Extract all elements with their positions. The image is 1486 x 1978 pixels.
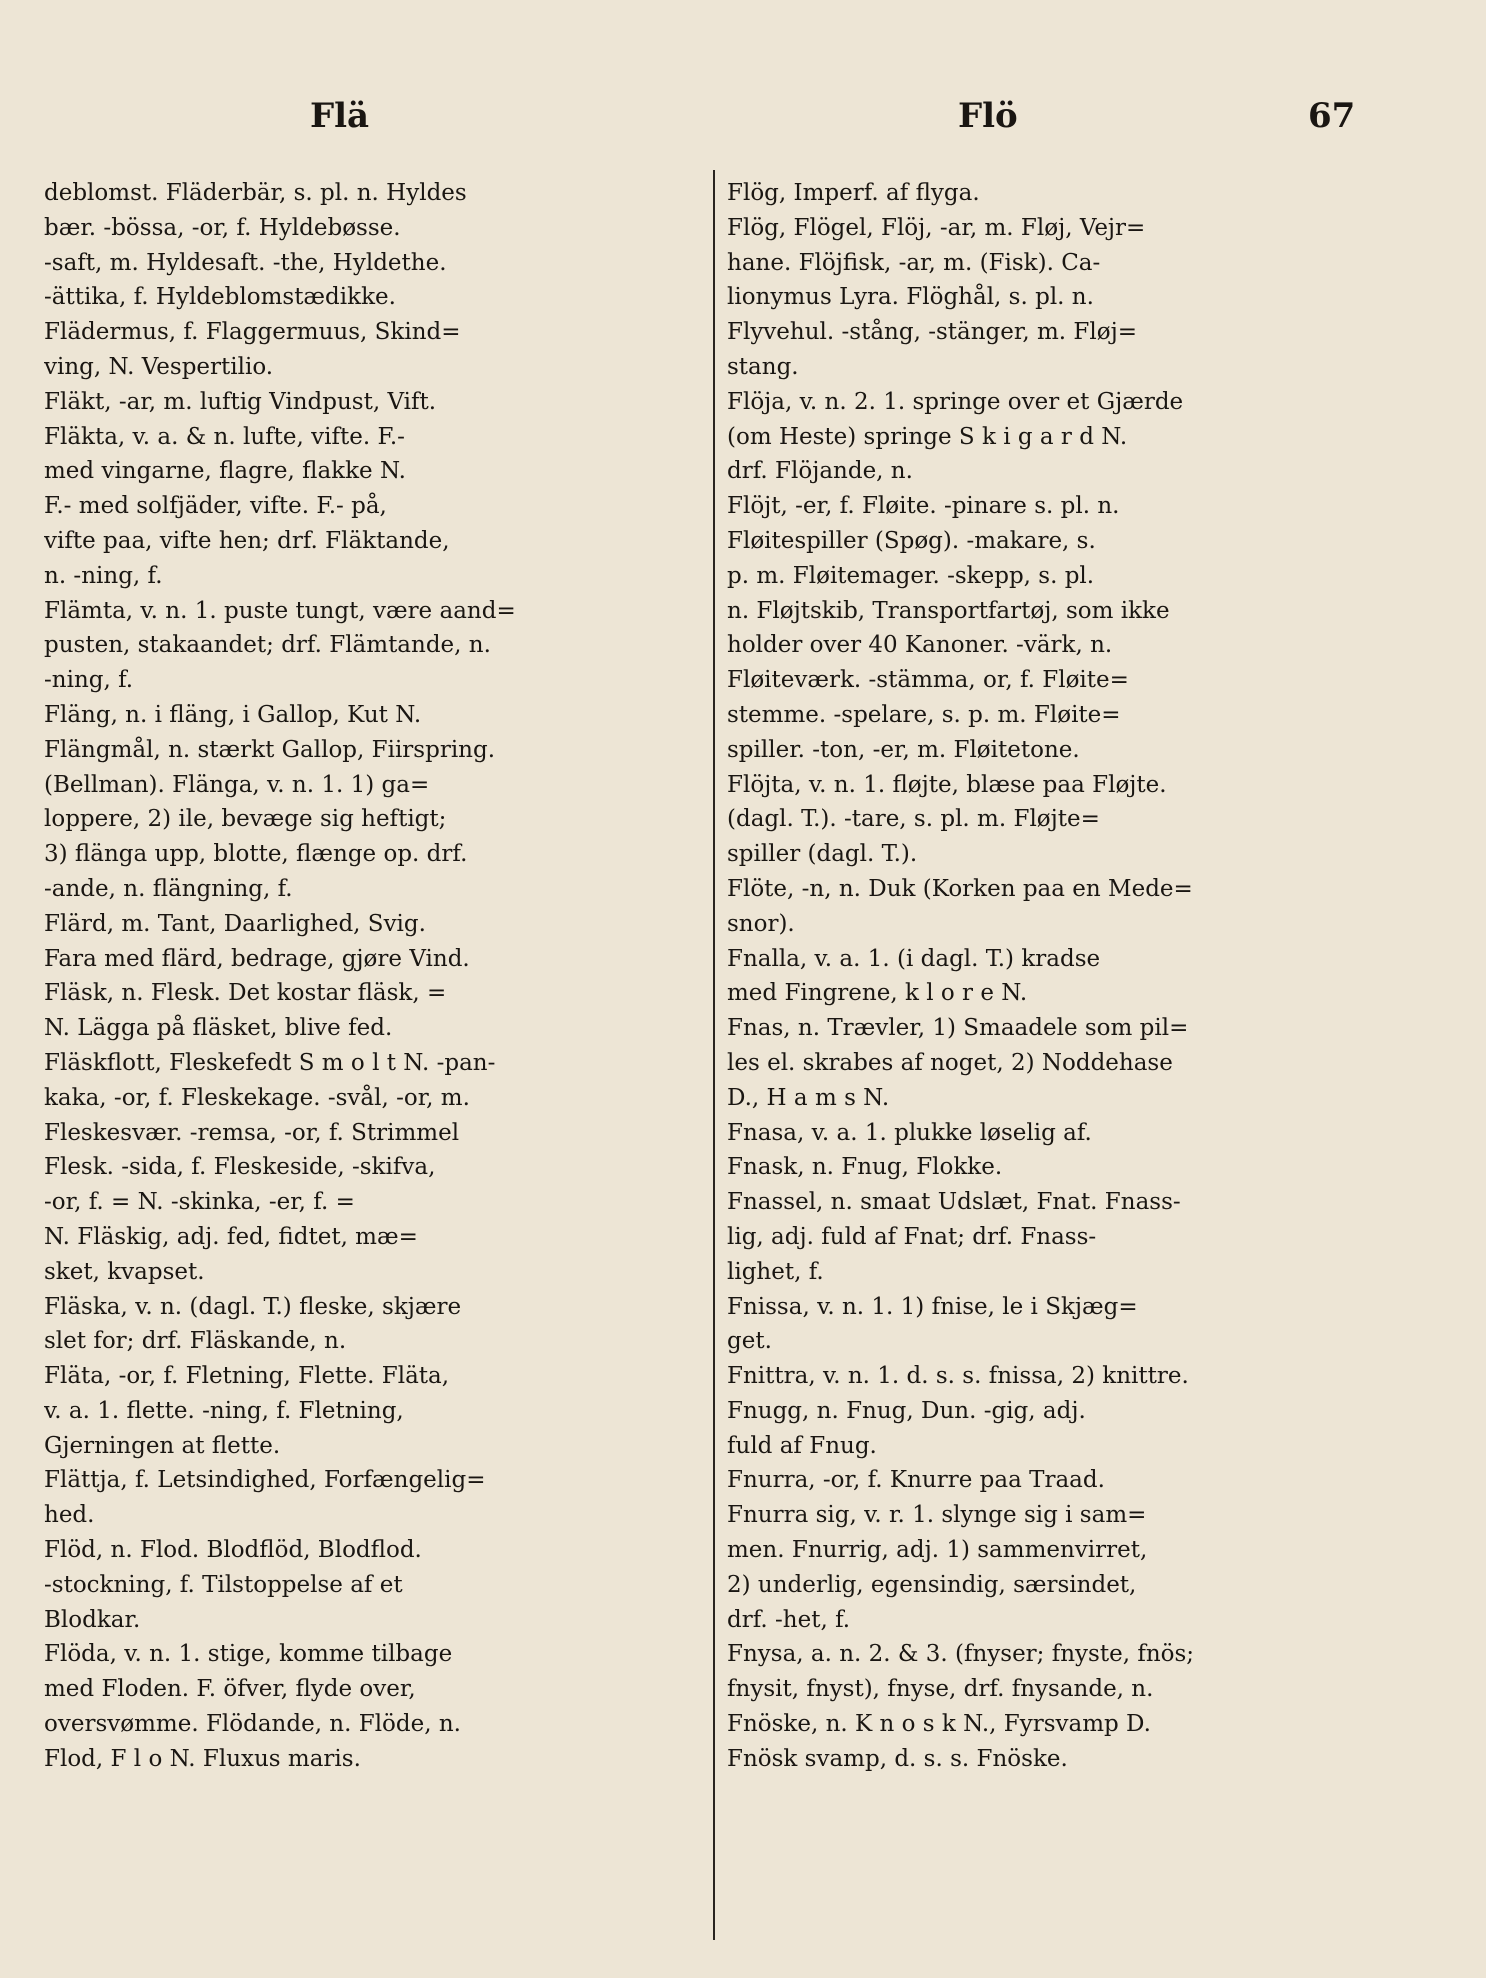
- entry-line: Fnask, n. Fnug, Flokke.: [727, 1154, 1003, 1181]
- entry-line: Fläsk, n. Flesk. Det kostar fläsk, =: [44, 980, 447, 1007]
- entry-line: Flög, Flögel, Flöj, -ar, m. Fløj, Vejr=: [727, 214, 1146, 241]
- entry-line: Flöjta, v. n. 1. fløjte, blæse paa Fløjte.: [727, 771, 1167, 798]
- entry-line: Flärd, m. Tant, Daarlighed, Svig.: [44, 910, 426, 937]
- column-divider: [713, 170, 715, 1940]
- entry-line: loppere, 2) ile, bevæge sig heftigt;: [44, 806, 447, 833]
- entry-line: hed.: [44, 1502, 95, 1529]
- right-column: [727, 176, 1377, 1777]
- entry-line: Fläska, v. n. (dagl. T.) fleske, skjære: [44, 1293, 462, 1320]
- entry-line: Flädermus, f. Flaggermuus, Skind=: [44, 319, 461, 346]
- left-guide-word: Flä: [310, 96, 370, 136]
- entry-line: Fläng, n. i fläng, i Gallop, Kut N.: [44, 701, 422, 728]
- entry-line: oversvømme. Flödande, n. Flöde, n.: [44, 1711, 461, 1738]
- entry-line: ving, N. Vespertilio.: [44, 353, 274, 380]
- entry-line: Fnurra, -or, f. Knurre paa Traad.: [727, 1467, 1105, 1494]
- entry-line: n. Fløjtskib, Transportfartøj, som ikke: [727, 597, 1170, 624]
- entry-line: Flög, Imperf. af flyga.: [727, 180, 980, 206]
- entry-line: Flängmål, n. stærkt Gallop, Fiirspring.: [44, 736, 496, 763]
- entry-line: lighet, f.: [727, 1258, 824, 1285]
- entry-line: Fløitespiller (Spøg). -makare, s.: [727, 527, 1096, 554]
- entry-line: -stockning, f. Tilstoppelse af et: [44, 1571, 403, 1598]
- entry-line: slet for; drf. Fläskande, n.: [44, 1328, 347, 1355]
- entry-line: Fnysa, a. n. 2. & 3. (fnyser; fnyste, fnös;: [727, 1641, 1195, 1668]
- entry-line: F.- med solfjäder, vifte. F.- på,: [44, 493, 387, 520]
- right-guide-word: Flö: [958, 96, 1018, 136]
- entry-line: Flämta, v. n. 1. puste tungt, være aand=: [44, 597, 516, 624]
- entry-line: men. Fnurrig, adj. 1) sammenvirret,: [727, 1537, 1148, 1564]
- entry-line: Fara med flärd, bedrage, gjøre Vind.: [44, 945, 470, 972]
- entry-line: -or, f. = N. -skinka, -er, f. =: [44, 1189, 355, 1216]
- entry-line: stemme. -spelare, s. p. m. Fløite=: [727, 701, 1121, 728]
- entry-line: lionymus Lyra. Flöghål, s. pl. n.: [727, 284, 1094, 311]
- entry-line: -saft, m. Hyldesaft. -the, Hyldethe.: [44, 249, 447, 276]
- entry-line: Gjerningen at flette.: [44, 1432, 281, 1459]
- entry-line: N. Fläskig, adj. fed, fidtet, mæ=: [44, 1223, 418, 1250]
- entry-line: (Bellman). Flänga, v. n. 1. 1) ga=: [44, 771, 430, 798]
- entry-line: Fnugg, n. Fnug, Dun. -gig, adj.: [727, 1397, 1086, 1424]
- entry-line: Flyvehul. -stång, -stänger, m. Fløj=: [727, 319, 1137, 346]
- entry-line: Flöda, v. n. 1. stige, komme tilbage: [44, 1641, 453, 1668]
- entry-line: Flesk. -sida, f. Fleskeside, -skifva,: [44, 1154, 436, 1181]
- entry-line: sket, kvapset.: [44, 1258, 205, 1285]
- entry-line: les el. skrabes af noget, 2) Noddehase: [727, 1049, 1173, 1076]
- page-header: [0, 96, 1486, 146]
- entry-line: D., H a m s N.: [727, 1084, 890, 1111]
- entry-line: Fläta, -or, f. Fletning, Flette. Fläta,: [44, 1363, 450, 1390]
- entry-line: fnysit, fnyst), fnyse, drf. fnysande, n.: [727, 1676, 1154, 1703]
- page-number: 67: [1308, 96, 1356, 136]
- entry-line: drf. -het, f.: [727, 1606, 851, 1633]
- entry-line: fuld af Fnug.: [727, 1432, 877, 1459]
- entry-line: N. Lägga på fläsket, blive fed.: [44, 1015, 393, 1042]
- entry-line: -ande, n. flängning, f.: [44, 875, 293, 902]
- entry-line: bær. -bössa, -or, f. Hyldebøsse.: [44, 214, 401, 241]
- entry-line: -ättika, f. Hyldeblomstædikke.: [44, 284, 396, 311]
- entry-line: Flättja, f. Letsindighed, Forfængelig=: [44, 1467, 486, 1494]
- entry-line: med Fingrene, k l o r e N.: [727, 980, 1028, 1007]
- entry-line: holder over 40 Kanoner. -värk, n.: [727, 632, 1113, 659]
- entry-line: spiller. -ton, -er, m. Fløitetone.: [727, 736, 1080, 763]
- entry-line: Fnasa, v. a. 1. plukke løselig af.: [727, 1119, 1092, 1146]
- entry-line: kaka, -or, f. Fleskekage. -svål, -or, m.: [44, 1084, 470, 1111]
- entry-line: snor).: [727, 910, 795, 937]
- entry-line: Fnösk svamp, d. s. s. Fnöske.: [727, 1745, 1068, 1772]
- entry-line: v. a. 1. flette. -ning, f. Fletning,: [44, 1397, 404, 1424]
- entry-line: Flöja, v. n. 2. 1. springe over et Gjærde: [727, 388, 1184, 415]
- entry-line: Fleskesvær. -remsa, -or, f. Strimmel: [44, 1119, 460, 1146]
- entry-line: Fnöske, n. K n o s k N., Fyrsvamp D.: [727, 1711, 1151, 1738]
- entry-line: Fläkta, v. a. & n. lufte, vifte. F.-: [44, 423, 405, 450]
- entry-line: pusten, stakaandet; drf. Flämtande, n.: [44, 632, 491, 659]
- entry-line: Blodkar.: [44, 1606, 141, 1633]
- entry-line: -ning, f.: [44, 667, 134, 694]
- entry-line: Fnas, n. Trævler, 1) Smaadele som pil=: [727, 1015, 1189, 1042]
- entry-line: Flöte, -n, n. Duk (Korken paa en Mede=: [727, 875, 1193, 902]
- entry-line: 2) underlig, egensindig, særsindet,: [727, 1571, 1137, 1598]
- entry-line: Fnissa, v. n. 1. 1) fnise, le i Skjæg=: [727, 1293, 1138, 1320]
- entry-line: n. -ning, f.: [44, 562, 163, 589]
- entry-line: lig, adj. fuld af Fnat; drf. Fnass-: [727, 1223, 1097, 1250]
- entry-line: vifte paa, vifte hen; drf. Fläktande,: [44, 527, 450, 554]
- entry-line: Fläskflott, Fleskefedt S m o l t N. -pan-: [44, 1049, 496, 1076]
- entry-line: get.: [727, 1328, 772, 1355]
- entry-line: drf. Flöjande, n.: [727, 458, 913, 485]
- entry-line: 3) flänga upp, blotte, flænge op. drf.: [44, 841, 468, 868]
- entry-line: Fnalla, v. a. 1. (i dagl. T.) kradse: [727, 945, 1101, 972]
- entry-line: Fnassel, n. smaat Udslæt, Fnat. Fnass-: [727, 1189, 1181, 1216]
- entry-line: (om Heste) springe S k i g a r d N.: [727, 423, 1128, 450]
- entry-line: p. m. Fløitemager. -skepp, s. pl.: [727, 562, 1095, 589]
- entry-line: hane. Flöjfisk, -ar, m. (Fisk). Ca-: [727, 249, 1101, 276]
- entry-line: Flöjt, -er, f. Fløite. -pinare s. pl. n.: [727, 493, 1120, 520]
- entry-line: Fnittra, v. n. 1. d. s. s. fnissa, 2) knittre.: [727, 1363, 1189, 1390]
- entry-line: Fløiteværk. -stämma, or, f. Fløite=: [727, 667, 1129, 694]
- entry-line: deblomst. Fläderbär, s. pl. n. Hyldes: [44, 180, 467, 206]
- left-column: [44, 176, 684, 1777]
- entry-line: stang.: [727, 353, 799, 380]
- entry-line: med vingarne, flagre, flakke N.: [44, 458, 406, 485]
- entry-line: Fläkt, -ar, m. luftig Vindpust, Vift.: [44, 388, 437, 415]
- entry-line: Flöd, n. Flod. Blodflöd, Blodflod.: [44, 1537, 422, 1564]
- entry-line: Fnurra sig, v. r. 1. slynge sig i sam=: [727, 1502, 1147, 1529]
- entry-line: Flod, F l o N. Fluxus maris.: [44, 1745, 361, 1772]
- entry-line: med Floden. F. öfver, flyde over,: [44, 1676, 416, 1703]
- entry-line: spiller (dagl. T.).: [727, 841, 918, 868]
- entry-line: (dagl. T.). -tare, s. pl. m. Fløjte=: [727, 806, 1100, 833]
